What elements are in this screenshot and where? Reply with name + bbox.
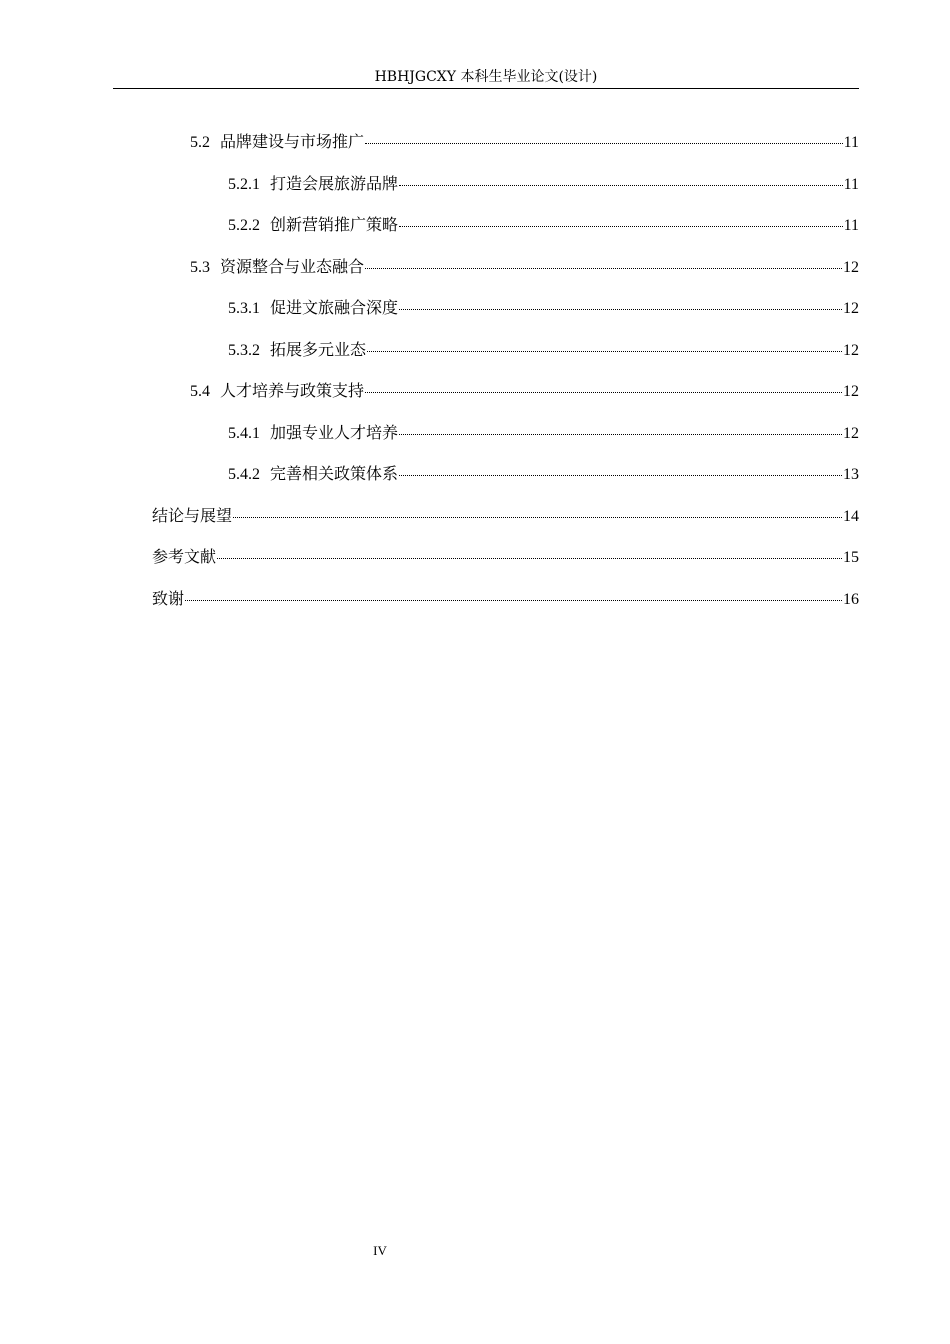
toc-entry-number: 5.3.1 [228,300,260,317]
toc-entry-number: 5.2.1 [228,176,260,193]
toc-entry-page: 15 [843,549,859,566]
toc-dot-leader [365,143,843,144]
toc-entry-title: 参考文献 [152,547,217,566]
toc-entry-5-3-1[interactable] [228,297,859,319]
toc-entry-title: 致谢 [152,589,185,608]
toc-entry-page: 11 [843,217,859,234]
toc-entry-5-2-1[interactable] [228,173,859,195]
toc-entry-number: 5.2 [190,134,210,151]
toc-entry-title: 人才培养与政策支持 [220,381,365,400]
toc-entry-title: 拓展多元业态 [270,340,367,359]
toc-entry-number: 5.2.2 [228,217,260,234]
toc-entry-5-2-2[interactable] [228,214,859,236]
toc-dot-leader [233,517,842,518]
toc-dot-leader [185,600,842,601]
toc-dot-leader [399,434,842,435]
toc-entry-page: 11 [843,176,859,193]
toc-entry-title: 加强专业人才培养 [270,423,399,442]
toc-entry-page: 13 [843,466,859,483]
toc-dot-leader [365,268,842,269]
toc-entry-page: 12 [843,383,859,400]
toc-entry-page: 12 [843,300,859,317]
toc-dot-leader [217,558,842,559]
toc-entry-5-4-2[interactable] [228,463,859,485]
toc-dot-leader [399,309,842,310]
toc-entry-title: 打造会展旅游品牌 [270,174,399,193]
toc-entry-5-3[interactable] [190,256,859,278]
toc-entry-title: 品牌建设与市场推广 [220,132,365,151]
toc-dot-leader [365,392,842,393]
running-header-title: HBHJGCXY 本科生毕业论文(设计) [374,69,598,85]
toc-entry-number: 5.4 [190,383,210,400]
footer-page-number: IV [373,1243,387,1258]
toc-entry-page: 16 [843,591,859,608]
header-rule [113,88,859,89]
toc-entry-5-4-1[interactable] [228,422,859,444]
toc-dot-leader [399,226,843,227]
toc-entry-page: 14 [843,508,859,525]
toc-entry-5-3-2[interactable] [228,339,859,361]
toc-dot-leader [399,475,842,476]
toc-entry-conclusion[interactable] [152,505,859,527]
toc-entry-number: 5.3 [190,259,210,276]
toc-entry-page: 12 [843,342,859,359]
toc-entry-title: 结论与展望 [152,506,233,525]
toc-entry-page: 12 [843,425,859,442]
toc-dot-leader [399,185,843,186]
toc-entry-title: 资源整合与业态融合 [220,257,365,276]
toc-entry-references[interactable] [152,546,859,568]
toc-entry-5-4[interactable] [190,380,859,402]
toc-dot-leader [367,351,842,352]
toc-entry-page: 11 [843,134,859,151]
toc-entry-page: 12 [843,259,859,276]
toc-entry-acknowledgements[interactable] [152,588,859,610]
toc-entry-number: 5.4.2 [228,466,260,483]
toc-entry-number: 5.4.1 [228,425,260,442]
toc-entry-number: 5.3.2 [228,342,260,359]
toc-entry-title: 完善相关政策体系 [270,464,399,483]
toc-entry-title: 促进文旅融合深度 [270,298,399,317]
toc-entry-5-2[interactable] [190,131,859,153]
toc-entry-title: 创新营销推广策略 [270,215,399,234]
